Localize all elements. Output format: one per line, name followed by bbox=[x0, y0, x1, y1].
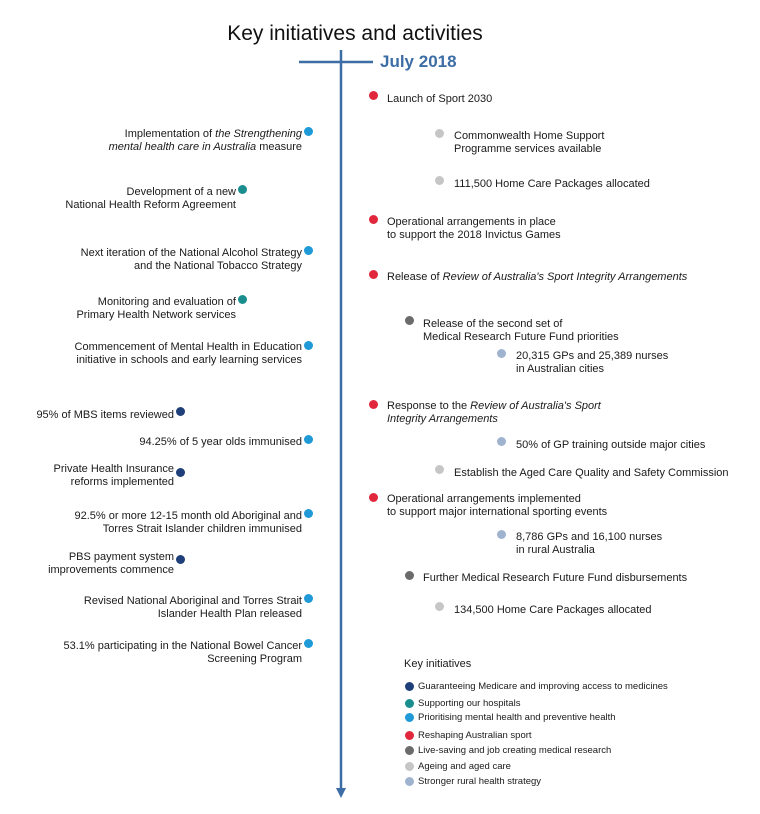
left-timeline-item-pbs-payment-system: PBS payment system improvements commence bbox=[48, 551, 174, 576]
legend-label: Reshaping Australian sport bbox=[418, 730, 532, 741]
left-timeline-item-94-25-of-5-year-olds-immunised: 94.25% of 5 year olds immunised bbox=[139, 436, 302, 448]
right-timeline-item-response-to-the-review-of-australia-s-sp: Response to the Review of Australia's Sport Integrity Arrangements bbox=[387, 400, 601, 425]
left-timeline-item-95-of-mbs-items-reviewed: 95% of MBS items reviewed bbox=[36, 409, 174, 421]
medicare-category-dot bbox=[176, 555, 185, 564]
legend-label: Live-saving and job creating medical research bbox=[418, 745, 612, 756]
hospitals-category-dot bbox=[238, 185, 247, 194]
rural-legend-dot bbox=[405, 777, 414, 786]
hospitals-legend-dot bbox=[405, 699, 414, 708]
sport-category-dot bbox=[369, 91, 378, 100]
mental-legend-dot bbox=[405, 713, 414, 722]
right-timeline-item-20-315-gps-and-25-389-nurses: 20,315 GPs and 25,389 nurses in Australian cities bbox=[516, 350, 669, 375]
medicare-category-dot bbox=[176, 468, 185, 477]
left-timeline-item-next-iteration-of-the-national-alcohol-s: Next iteration of the National Alcohol Strategy and the National Tobacco Strategy bbox=[80, 247, 302, 272]
timeline-arrow-head bbox=[336, 788, 346, 798]
legend-label: Stronger rural health strategy bbox=[418, 776, 542, 787]
right-timeline-item-operational-arrangements-in-place: Operational arrangements in place to support the 2018 Invictus Games bbox=[387, 216, 561, 241]
left-timeline-item-private-health-insurance: Private Health Insurance reforms implemented bbox=[53, 463, 174, 488]
mental-category-dot bbox=[304, 341, 313, 350]
right-timeline-item-111-500-home-care-packages-allocated: 111,500 Home Care Packages allocated bbox=[454, 178, 650, 190]
legend-label: Supporting our hospitals bbox=[418, 698, 521, 709]
medicare-legend-dot bbox=[405, 682, 414, 691]
aged-legend-dot bbox=[405, 762, 414, 771]
hospitals-category-dot bbox=[238, 295, 247, 304]
sport-category-dot bbox=[369, 270, 378, 279]
research-category-dot bbox=[405, 316, 414, 325]
legend-label: Guaranteeing Medicare and improving access to medicines bbox=[418, 681, 668, 692]
left-timeline-item-development-of-a-new: Development of a new National Health Reform Agreement bbox=[65, 186, 236, 211]
medicare-category-dot bbox=[176, 407, 185, 416]
left-timeline-item-monitoring-and-evaluation-of: Monitoring and evaluation of Primary Health Network services bbox=[76, 296, 236, 321]
aged-category-dot bbox=[435, 176, 444, 185]
research-category-dot bbox=[405, 571, 414, 580]
legend-title: Key initiatives bbox=[404, 658, 472, 670]
date-label: July 2018 bbox=[380, 52, 457, 71]
sport-category-dot bbox=[369, 215, 378, 224]
aged-category-dot bbox=[435, 602, 444, 611]
aged-category-dot bbox=[435, 129, 444, 138]
left-timeline-item-revised-national-aboriginal-and-torres-s: Revised National Aboriginal and Torres Strait Islander Health Plan released bbox=[83, 595, 302, 620]
sport-category-dot bbox=[369, 400, 378, 409]
left-timeline-item-92-5-or-more-12-15-month-old-aboriginal-: 92.5% or more 12-15 month old Aboriginal and Torres Strait Islander children immunised bbox=[74, 510, 302, 535]
right-timeline-item-operational-arrangements-implemented: Operational arrangements implemented to support major international sporting events bbox=[387, 493, 608, 518]
mental-category-dot bbox=[304, 509, 313, 518]
right-timeline-item-further-medical-research-future-fund-dis: Further Medical Research Future Fund disbursements bbox=[423, 572, 688, 584]
sport-category-dot bbox=[369, 493, 378, 502]
sport-legend-dot bbox=[405, 731, 414, 740]
mental-category-dot bbox=[304, 127, 313, 136]
right-timeline-item-50-of-gp-training-outside-major-cities: 50% of GP training outside major cities bbox=[516, 439, 706, 451]
aged-category-dot bbox=[435, 465, 444, 474]
mental-category-dot bbox=[304, 639, 313, 648]
left-timeline-item-53-1-participating-in-the-national-bowel: 53.1% participating in the National Bowel Cancer Screening Program bbox=[63, 640, 302, 665]
rural-category-dot bbox=[497, 349, 506, 358]
left-timeline-item-implementation-of-the-strengthening: Implementation of the Strengthening mental health care in Australia measure bbox=[108, 128, 302, 153]
mental-category-dot bbox=[304, 435, 313, 444]
mental-category-dot bbox=[304, 246, 313, 255]
left-timeline-item-commencement-of-mental-health-in-educati: Commencement of Mental Health in Education initiative in schools and early learning services bbox=[74, 341, 302, 366]
right-timeline-item-release-of-the-second-set-of: Release of the second set of Medical Research Future Fund priorities bbox=[423, 318, 619, 343]
right-timeline-item-commonwealth-home-support: Commonwealth Home Support Programme services available bbox=[454, 130, 605, 155]
rural-category-dot bbox=[497, 530, 506, 539]
right-timeline-item-8-786-gps-and-16-100-nurses: 8,786 GPs and 16,100 nurses in rural Australia bbox=[516, 531, 663, 556]
right-timeline-item-establish-the-aged-care-quality-and-safe: Establish the Aged Care Quality and Safety Commission bbox=[454, 467, 729, 479]
mental-category-dot bbox=[304, 594, 313, 603]
research-legend-dot bbox=[405, 746, 414, 755]
right-timeline-item-launch-of-sport-2030: Launch of Sport 2030 bbox=[387, 93, 493, 105]
legend-label: Prioritising mental health and preventive health bbox=[418, 712, 616, 723]
rural-category-dot bbox=[497, 437, 506, 446]
page-title: Key initiatives and activities bbox=[227, 22, 483, 45]
right-timeline-item-134-500-home-care-packages-allocated: 134,500 Home Care Packages allocated bbox=[454, 604, 652, 616]
legend-label: Ageing and aged care bbox=[418, 761, 511, 772]
right-timeline-item-release-of-review-of-australia-s-sport-i: Release of Review of Australia's Sport Integrity Arrangements bbox=[387, 271, 688, 283]
